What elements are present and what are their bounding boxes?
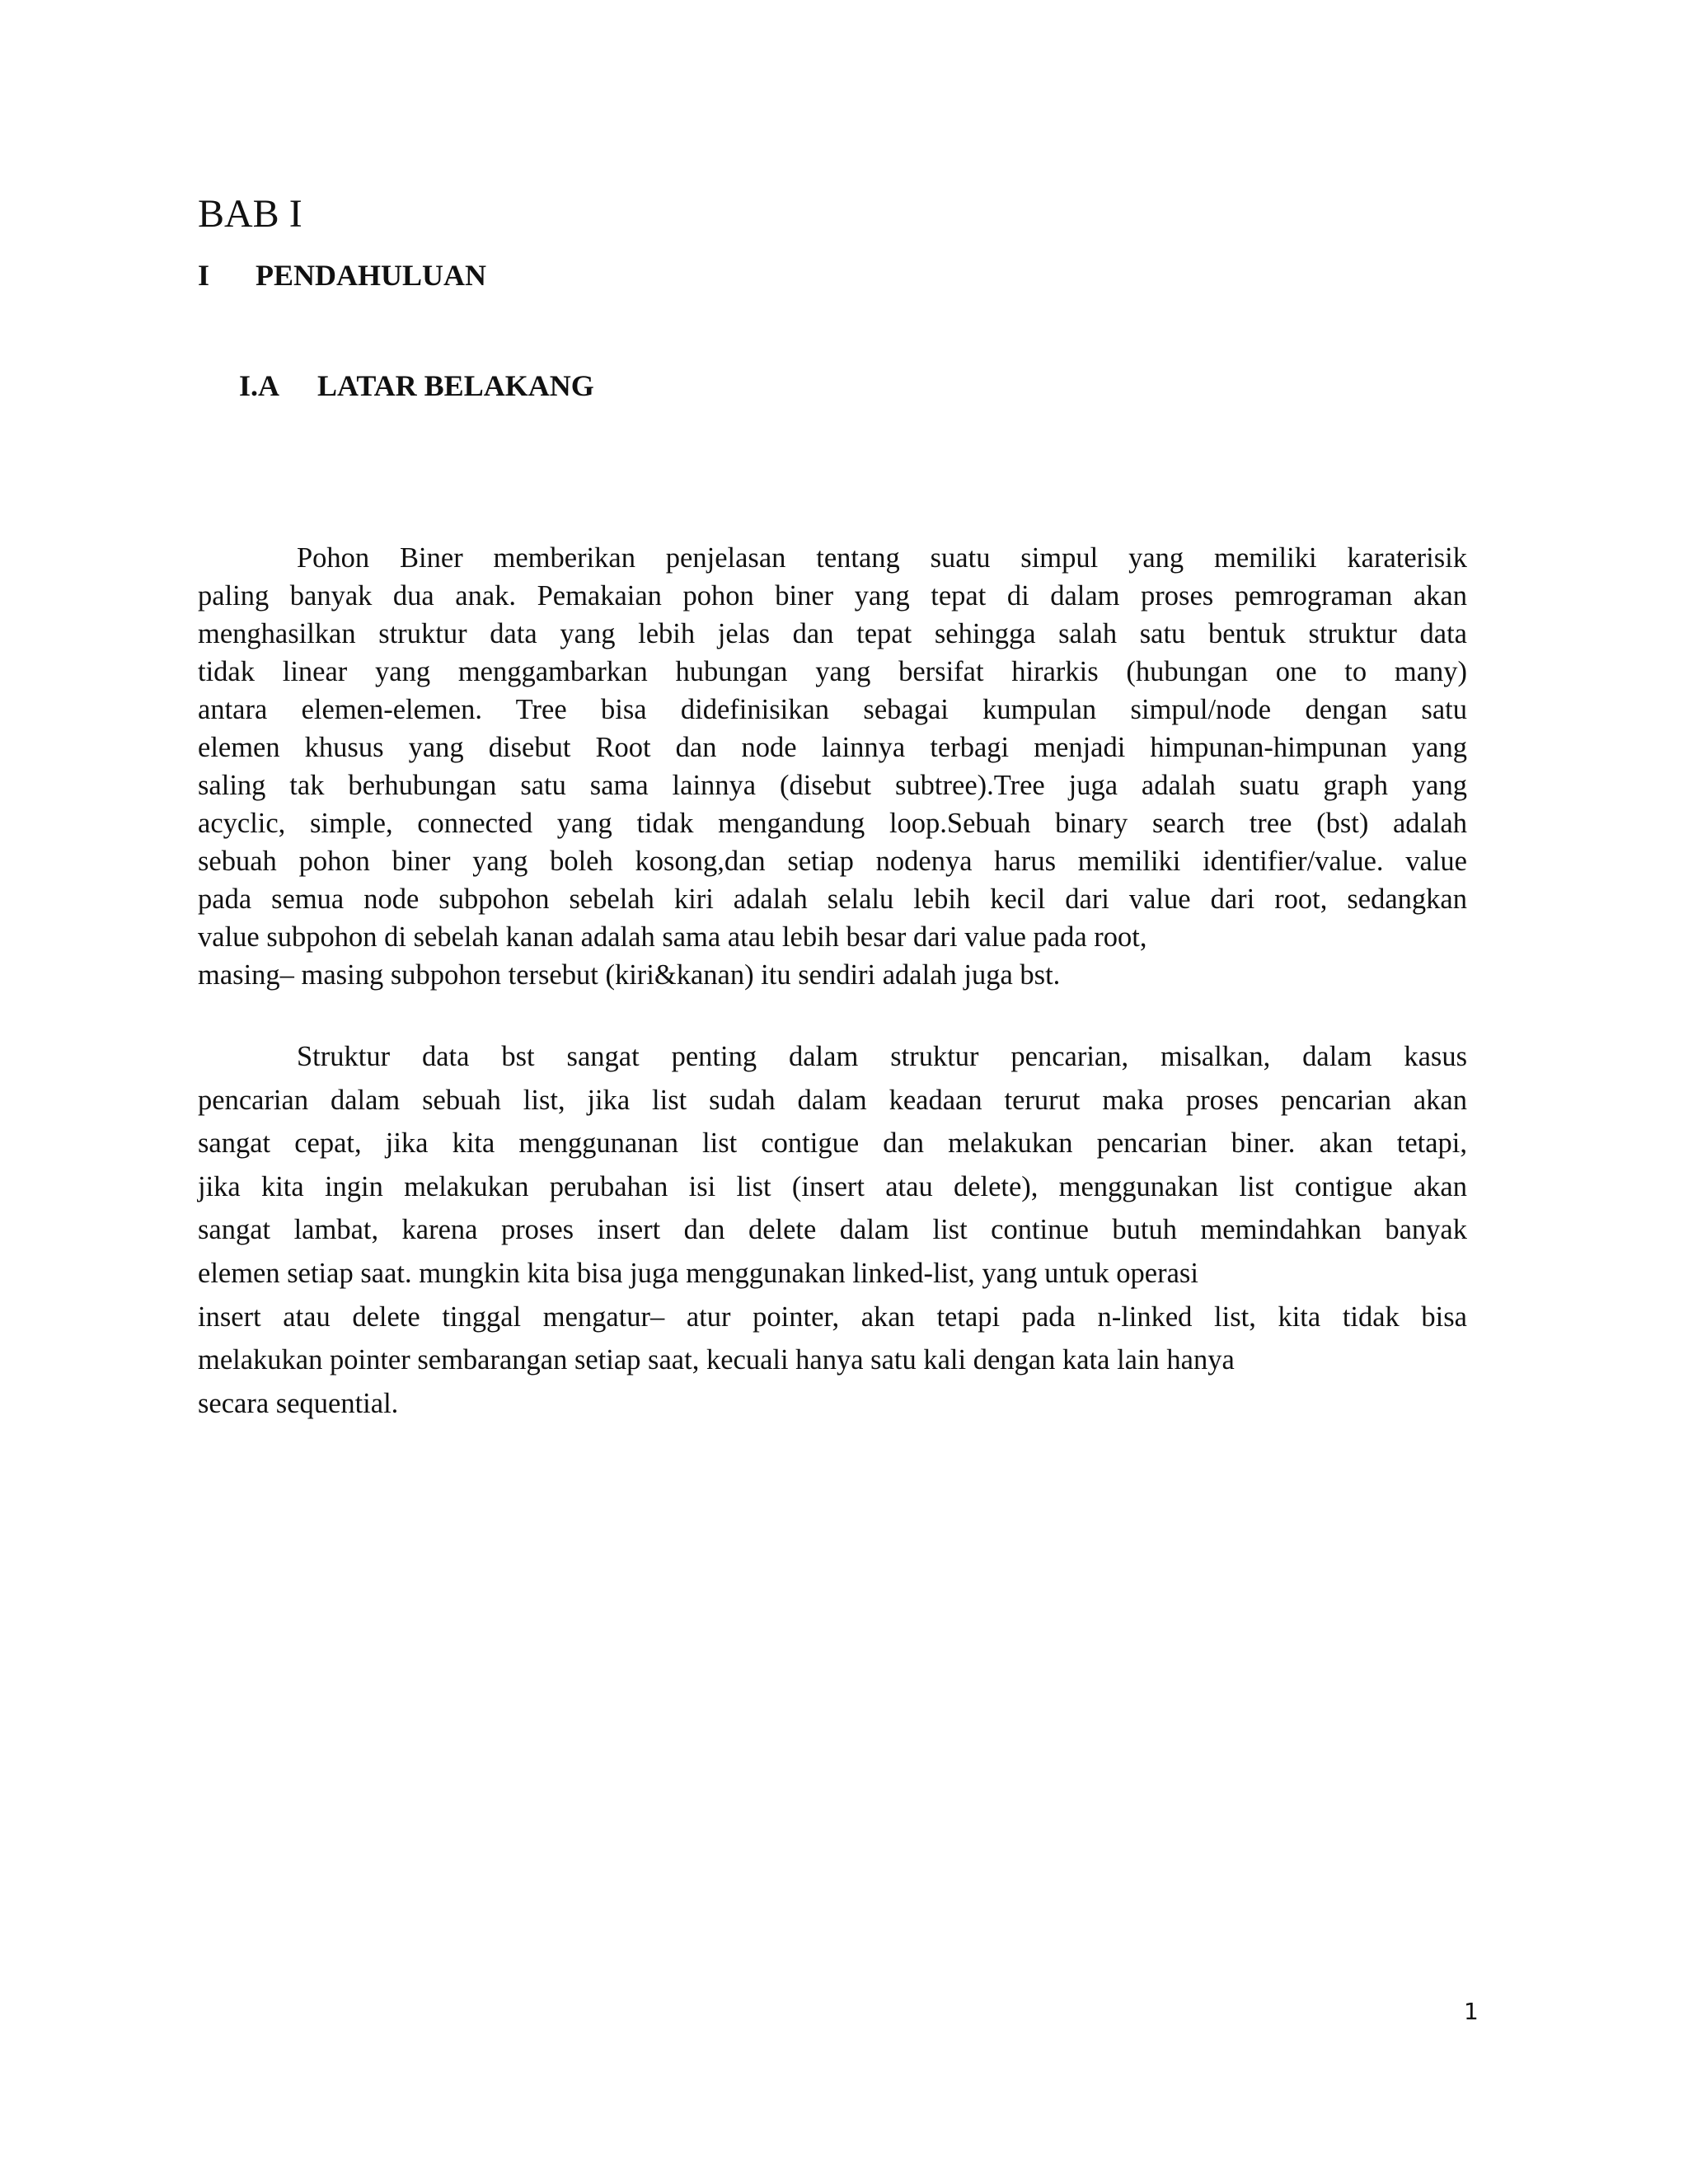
paragraph-line: acyclic, simple, connected yang tidak mengandung loop.Sebuah binary search tree (bst) adalah (198, 808, 1467, 839)
paragraph-line: elemen setiap saat. mungkin kita bisa juga menggunakan linked-list, yang untuk operasi (198, 1257, 1198, 1289)
paragraph-line: secara sequential. (198, 1387, 399, 1419)
chapter-title: BAB I (198, 192, 302, 236)
paragraph-line: paling banyak dua anak. Pemakaian pohon biner yang tepat di dalam proses pemrograman akan (198, 580, 1467, 612)
paragraph-bst (198, 1035, 1467, 1425)
paragraph-line: sebuah pohon biner yang boleh kosong,dan setiap nodenya harus memiliki identifier/value. value (198, 846, 1467, 877)
section-title: PENDAHULUAN (256, 259, 487, 292)
paragraph-background (198, 539, 1467, 994)
paragraph-line: jika kita ingin melakukan perubahan isi list (insert atau delete), menggunakan list contigue akan (198, 1170, 1467, 1202)
paragraph-line: antara elemen-elemen. Tree bisa didefinisikan sebagai kumpulan simpul/node dengan satu (198, 694, 1467, 725)
paragraph-line: saling tak berhubungan satu sama lainnya (disebut subtree).Tree juga adalah suatu graph yang (198, 770, 1467, 801)
subsection-heading (239, 368, 594, 404)
subsection-number: I.A (239, 369, 280, 402)
paragraph-line: melakukan pointer sembarangan setiap saat, kecuali hanya satu kali dengan kata lain hanya (198, 1344, 1235, 1376)
paragraph-line: sangat lambat, karena proses insert dan delete dalam list continue butuh memindahkan banyak (198, 1214, 1467, 1246)
paragraph-line: pada semua node subpohon sebelah kiri adalah selalu lebih kecil dari value dari root, sedangkan (198, 883, 1467, 915)
paragraph-line: tidak linear yang menggambarkan hubungan yang bersifat hirarkis (hubungan one to many) (198, 656, 1467, 687)
paragraph-line: Struktur data bst sangat penting dalam struktur pencarian, misalkan, dalam kasus (297, 1041, 1467, 1072)
section-heading (198, 257, 486, 293)
subsection-title: LATAR BELAKANG (317, 369, 594, 402)
paragraph-line: Pohon Biner memberikan penjelasan tentang suatu simpul yang memiliki karaterisik (297, 542, 1467, 574)
page-number: 1 (1464, 1998, 1479, 2025)
paragraph-line: sangat cepat, jika kita menggunanan list contigue dan melakukan pencarian biner. akan tetapi, (198, 1127, 1467, 1160)
paragraph-line: value subpohon di sebelah kanan adalah sama atau lebih besar dari value pada root, (198, 921, 1147, 953)
paragraph-line: masing– masing subpohon tersebut (kiri&kanan) itu sendiri adalah juga bst. (198, 959, 1061, 991)
paragraph-line: pencarian dalam sebuah list, jika list sudah dalam keadaan terurut maka proses pencarian akan (198, 1084, 1467, 1116)
paragraph-line: insert atau delete tinggal mengatur– atur pointer, akan tetapi pada n-linked list, kita tidak bisa (198, 1301, 1467, 1333)
paragraph-line: elemen khusus yang disebut Root dan node lainnya terbagi menjadi himpunan-himpunan yang (198, 732, 1467, 763)
section-number: I (198, 259, 210, 292)
paragraph-line: menghasilkan struktur data yang lebih jelas dan tepat sehingga salah satu bentuk struktur data (198, 618, 1467, 649)
